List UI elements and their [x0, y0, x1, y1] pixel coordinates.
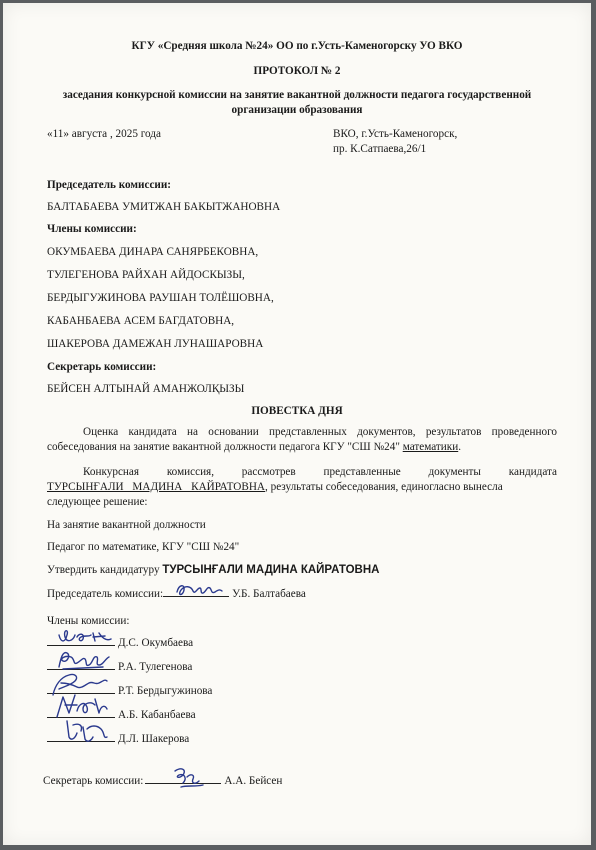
sign-member-name: Д.Л. Шакерова — [118, 733, 190, 745]
sign-chair-label: Председатель комиссии: — [47, 588, 164, 600]
protocol-place-line1: ВКО, г.Усть-Каменогорск, — [333, 128, 458, 140]
chair-name: БАЛТАБАЕВА УМИТЖАН БАКЫТЖАНОВНА — [47, 201, 281, 213]
sign-secretary-label: Секретарь комиссии: — [43, 775, 144, 787]
agenda-paragraph-1 — [47, 425, 557, 455]
protocol-date: «11» августа , 2025 года — [47, 128, 161, 140]
sign-member-name: Р.Т. Бердыгужинова — [118, 685, 213, 697]
secretary-signature — [167, 763, 211, 791]
member-name: ОКУМБАЕВА ДИНАРА САНЯРБЕКОВНА, — [47, 246, 259, 258]
decision-line2: Педагог по математике, КГУ "СШ №24" — [47, 541, 240, 553]
member-name: БЕРДЫГУЖИНОВА РАУШАН ТОЛЁШОВНА, — [47, 292, 274, 304]
agenda-subject: математики — [402, 441, 459, 453]
member-name: ТУЛЕГЕНОВА РАЙХАН АЙДОСКЫЗЫ, — [47, 269, 245, 281]
protocol-subject-line2: организации образования — [231, 104, 363, 116]
agenda-paragraph-2-line1: Конкурсная комиссия, рассмотрев представленные документы кандидата — [83, 466, 557, 478]
member-name: КАБАНБАЕВА АСЕМ БАГДАТОВНА, — [47, 315, 235, 327]
sign-secretary-name: А.А. Бейсен — [224, 775, 283, 787]
agenda-paragraph-2-line3: следующее решение: — [47, 496, 148, 508]
decision-approve — [47, 564, 379, 576]
sign-member-name: А.Б. Кабанбаева — [118, 709, 196, 721]
sign-member-name: Р.А. Тулегенова — [118, 661, 193, 673]
sign-members-label: Члены комиссии: — [47, 615, 130, 627]
member-signature — [61, 715, 113, 747]
members-label: Члены комиссии: — [47, 223, 137, 235]
agenda-paragraph-1-text: Оценка кандидата на основании представленных документов, результатов проведенного собеседования на занятие вакантной должности педагога КГУ "СШ №24" — [47, 426, 557, 453]
member-name: ШАКЕРОВА ДАМЕЖАН ЛУНАШАРОВНА — [47, 338, 264, 350]
sign-secretary-row — [43, 775, 282, 787]
agenda-title: ПОВЕСТКА ДНЯ — [251, 405, 343, 417]
school-name: КГУ «Средняя школа №24» ОО по г.Усть-Каменогорску УО ВКО — [131, 40, 463, 52]
member-signature — [55, 625, 115, 647]
approve-prefix: Утвердить кандидатуру — [47, 564, 163, 576]
sign-chair-name: У.Б. Балтабаева — [232, 588, 306, 600]
document-page — [3, 3, 591, 845]
sign-member-name: Д.С. Окумбаева — [118, 637, 194, 649]
secretary-name: БЕЙСЕН АЛТЫНАЙ АМАНЖОЛҚЫЗЫ — [47, 383, 245, 395]
chair-label: Председатель комиссии: — [47, 179, 172, 191]
agenda-paragraph-2-line2 — [47, 481, 503, 493]
approved-candidate-name: ТУРСЫНҒАЛИ МАДИНА КАЙРАТОВНА — [162, 564, 380, 576]
protocol-title: ПРОТОКОЛ № 2 — [253, 65, 341, 77]
agenda-paragraph-1-end: . — [458, 441, 462, 453]
protocol-subject-line1: заседания конкурсной комиссии на занятие вакантной должности педагога государственной — [62, 89, 532, 101]
chair-signature — [173, 580, 225, 600]
candidate-name-underlined: ТУРСЫНҒАЛИ МАДИНА КАЙРАТОВНА — [47, 481, 266, 493]
agenda-paragraph-2-rest: , результаты собеседования, единогласно вынесла — [265, 481, 503, 493]
protocol-place-line2: пр. К.Сатпаева,26/1 — [333, 143, 427, 155]
decision-line1: На занятие вакантной должности — [47, 519, 206, 531]
secretary-label: Секретарь комиссии: — [47, 361, 157, 373]
